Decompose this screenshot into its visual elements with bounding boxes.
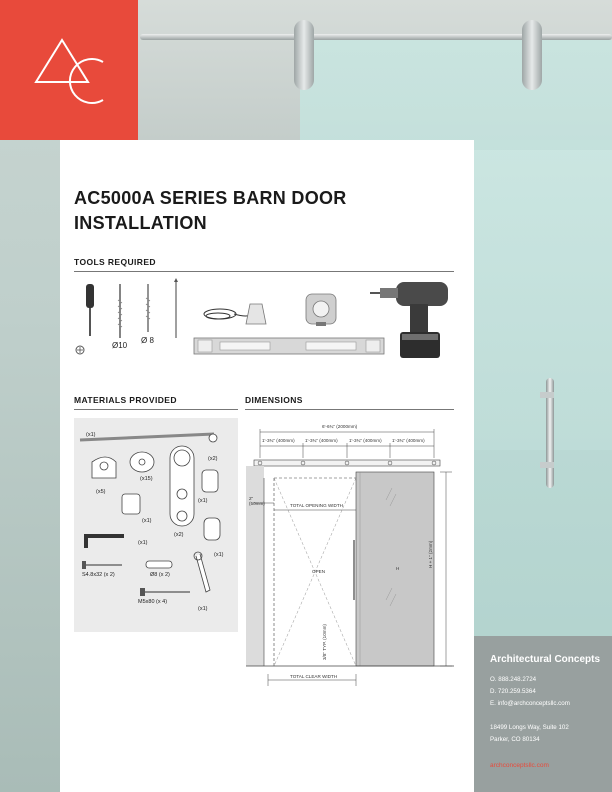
dim-h: H: [396, 566, 400, 571]
material-qty-hanger: (x2): [174, 532, 184, 538]
direct-phone: D. 720.259.5364: [490, 688, 536, 695]
material-qty-rail: (x1): [86, 432, 96, 438]
material-qty-stopper: (x2): [208, 456, 218, 462]
dim-seg-3: 1'-3¾" (400mm): [349, 438, 382, 443]
materials-heading: MATERIALS PROVIDED: [74, 395, 177, 405]
bit-10-label: Ø10: [112, 341, 128, 350]
dim-seg-2: 1'-3¾" (400mm): [305, 438, 338, 443]
material-qty-wrench: (x1): [198, 606, 208, 612]
material-qty-bracket: (x5): [96, 489, 106, 495]
dim-open: OPEN: [312, 569, 326, 574]
website-link[interactable]: archconceptsllc.com: [490, 762, 549, 769]
dim-side: 2" (50mm): [249, 496, 265, 506]
material-qty-roller-2: (x1): [214, 552, 224, 558]
title-line-1: AC5000A SERIES BARN DOOR: [74, 188, 347, 208]
dim-seg-4: 1'-3¾" (400mm): [392, 438, 425, 443]
material-qty-allen: (x1): [138, 540, 148, 546]
material-qty-guide: (x1): [142, 518, 152, 524]
dim-clear-width: TOTAL CLEAR WIDTH: [290, 674, 338, 679]
bolt-label: M5x80 (x 4): [138, 599, 168, 605]
office-phone: O. 888.248.2724: [490, 676, 537, 683]
bit-8-label: Ø 8: [141, 336, 154, 345]
anchor-label: Ø8 (x 2): [150, 572, 170, 578]
material-qty-roller: (x1): [198, 498, 208, 504]
contact-card: [474, 636, 612, 792]
address-line-1: 18499 Longs Way, Suite 102: [490, 724, 569, 731]
screw-label: S4.8x32 (x 2): [82, 572, 115, 578]
material-qty-spacer: (x15): [140, 476, 153, 482]
address-line-2: Parker, CO 80134: [490, 736, 540, 743]
company-name: Architectural Concepts: [490, 654, 601, 665]
title-line-2: INSTALLATION: [74, 213, 207, 233]
dimensions-heading: DIMENSIONS: [245, 395, 303, 405]
dim-overall: 6'-6¾" (2000mm): [322, 424, 358, 429]
dim-height: H + 1" (2mm): [428, 540, 433, 568]
tools-heading: TOOLS REQUIRED: [74, 257, 156, 267]
dim-seg-1: 1'-3¾" (400mm): [262, 438, 295, 443]
email-address: E. info@archconceptsllc.com: [490, 700, 570, 707]
dim-opening-width: TOTAL OPENING WIDTH: [290, 503, 344, 508]
dim-floor-gap: 3/8" TYP. (10mm): [322, 624, 327, 660]
